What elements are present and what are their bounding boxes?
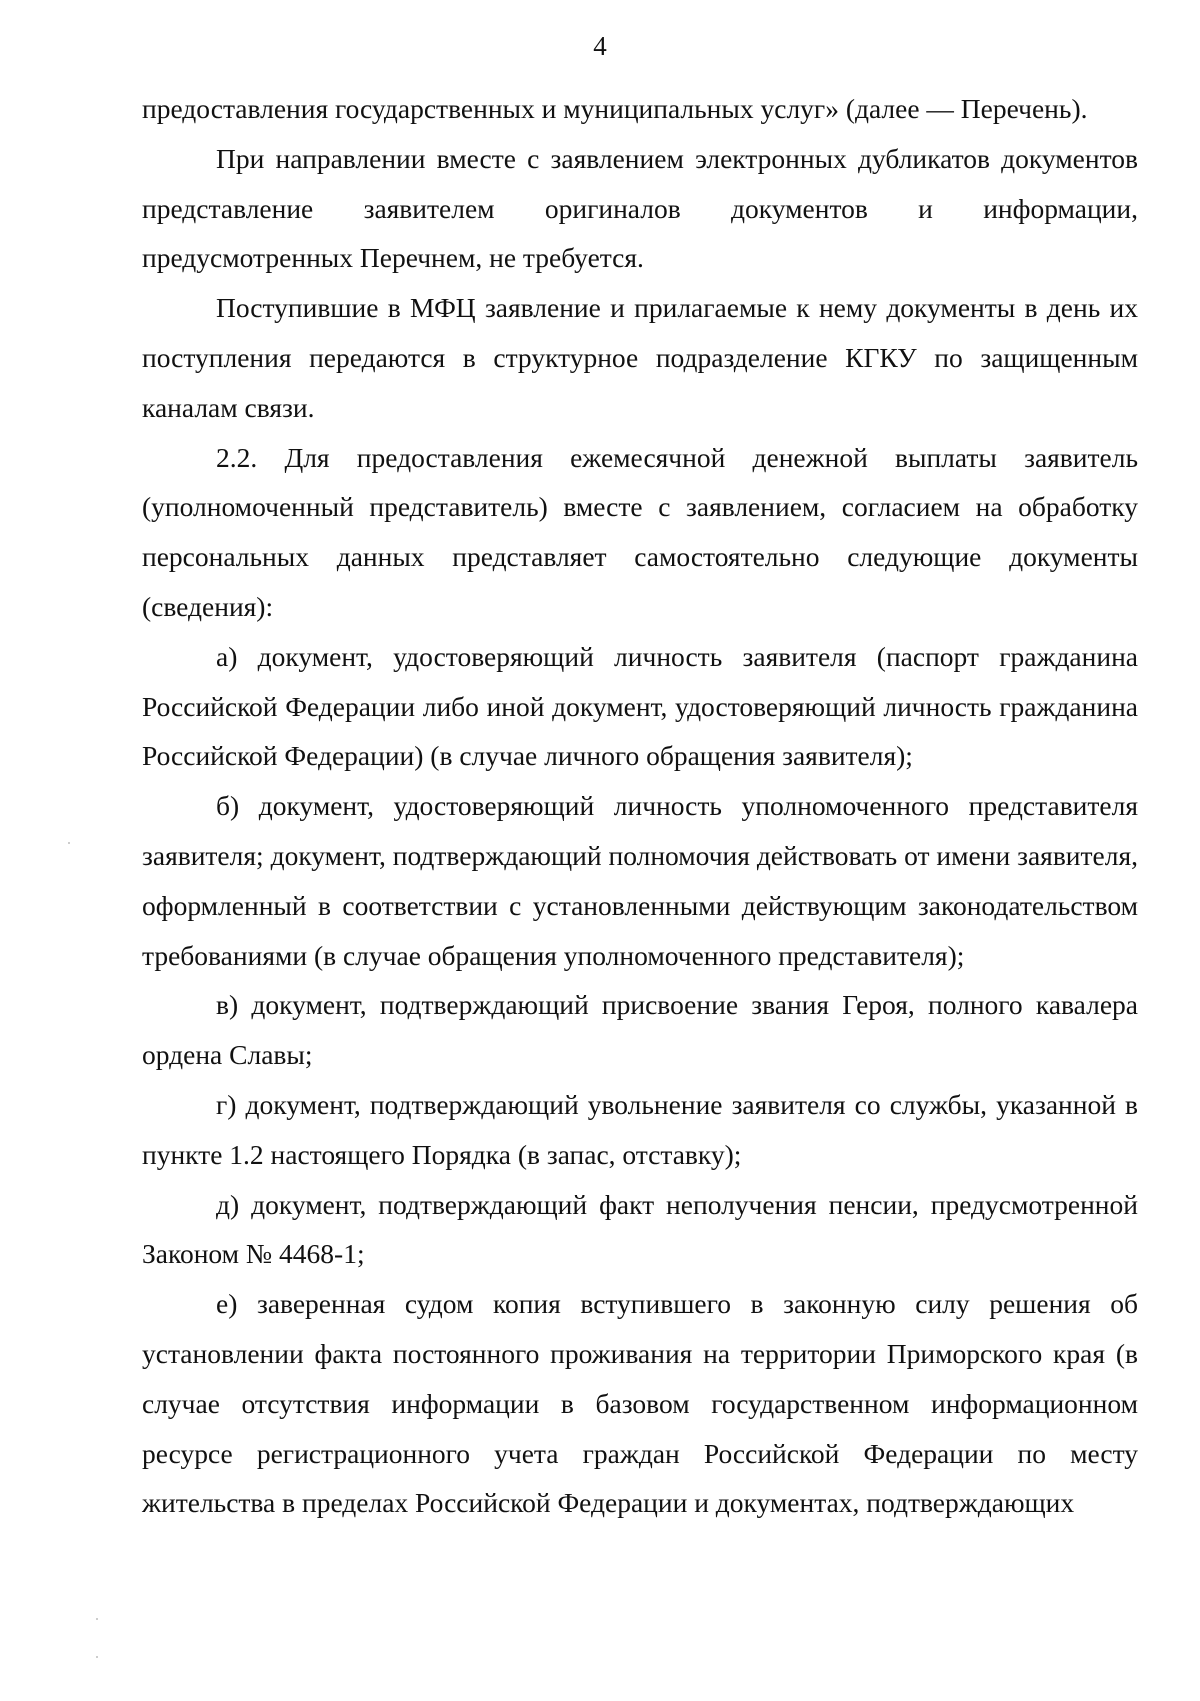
scan-artifact-dot xyxy=(96,1656,98,1658)
paragraph-list-continuation: предоставления государственных и муниципальных услуг» (далее — Перечень). xyxy=(142,93,1088,124)
list-item-b: б) документ, удостоверяющий личность уполномоченного представителя заявителя; документ, подтверждающий полномочия действовать от имени заявителя, оформленный в соответствии с установленными действующим законодательством требованиями (в случае обращения уполномоченного представителя); xyxy=(142,790,1138,971)
paragraph-electronic-duplicates: При направлении вместе с заявлением электронных дубликатов документов представление заявителем оригиналов документов и информации, предусмотренных Перечнем, не требуется. xyxy=(142,142,1138,274)
page-number: 4 xyxy=(593,31,607,61)
scan-artifact-dot xyxy=(68,842,70,844)
list-item-v: в) документ, подтверждающий присвоение звания Героя, полного кавалера ордена Славы; xyxy=(142,989,1138,1071)
list-item-d: д) документ, подтверждающий факт неполучения пенсии, предусмотренной Законом № 4468-1; xyxy=(142,1188,1138,1270)
list-item-e: е) заверенная судом копия вступившего в законную силу решения об установлении факта постоянного проживания на территории Приморского края (в случае отсутствия информации в базовом государственном информационном ресурсе регистрационного учета граждан Российской Федерации по месту жительства в пределах Российской Федерации и документах, подтверждающих xyxy=(142,1288,1138,1519)
scan-artifact-dot xyxy=(96,1618,98,1620)
paragraph-section-2-2: 2.2. Для предоставления ежемесячной денежной выплаты заявитель (уполномоченный представитель) вместе с заявлением, согласием на обработку персональных данных представляет самостоятельно следующие документы (сведения): xyxy=(142,441,1138,622)
list-item-a: а) документ, удостоверяющий личность заявителя (паспорт гражданина Российской Федерации либо иной документ, удостоверяющий личность гражданина Российской Федерации) (в случае личного обращения заявителя); xyxy=(142,640,1138,772)
paragraph-mfc-transfer: Поступившие в МФЦ заявление и прилагаемые к нему документы в день их поступления передаются в структурное подразделение КГКУ по защищенным каналам связи. xyxy=(142,292,1138,423)
list-item-g: г) документ, подтверждающий увольнение заявителя со службы, указанной в пункте 1.2 настоящего Порядка (в запас, отставку); xyxy=(142,1088,1138,1170)
document-body xyxy=(142,84,1138,1528)
